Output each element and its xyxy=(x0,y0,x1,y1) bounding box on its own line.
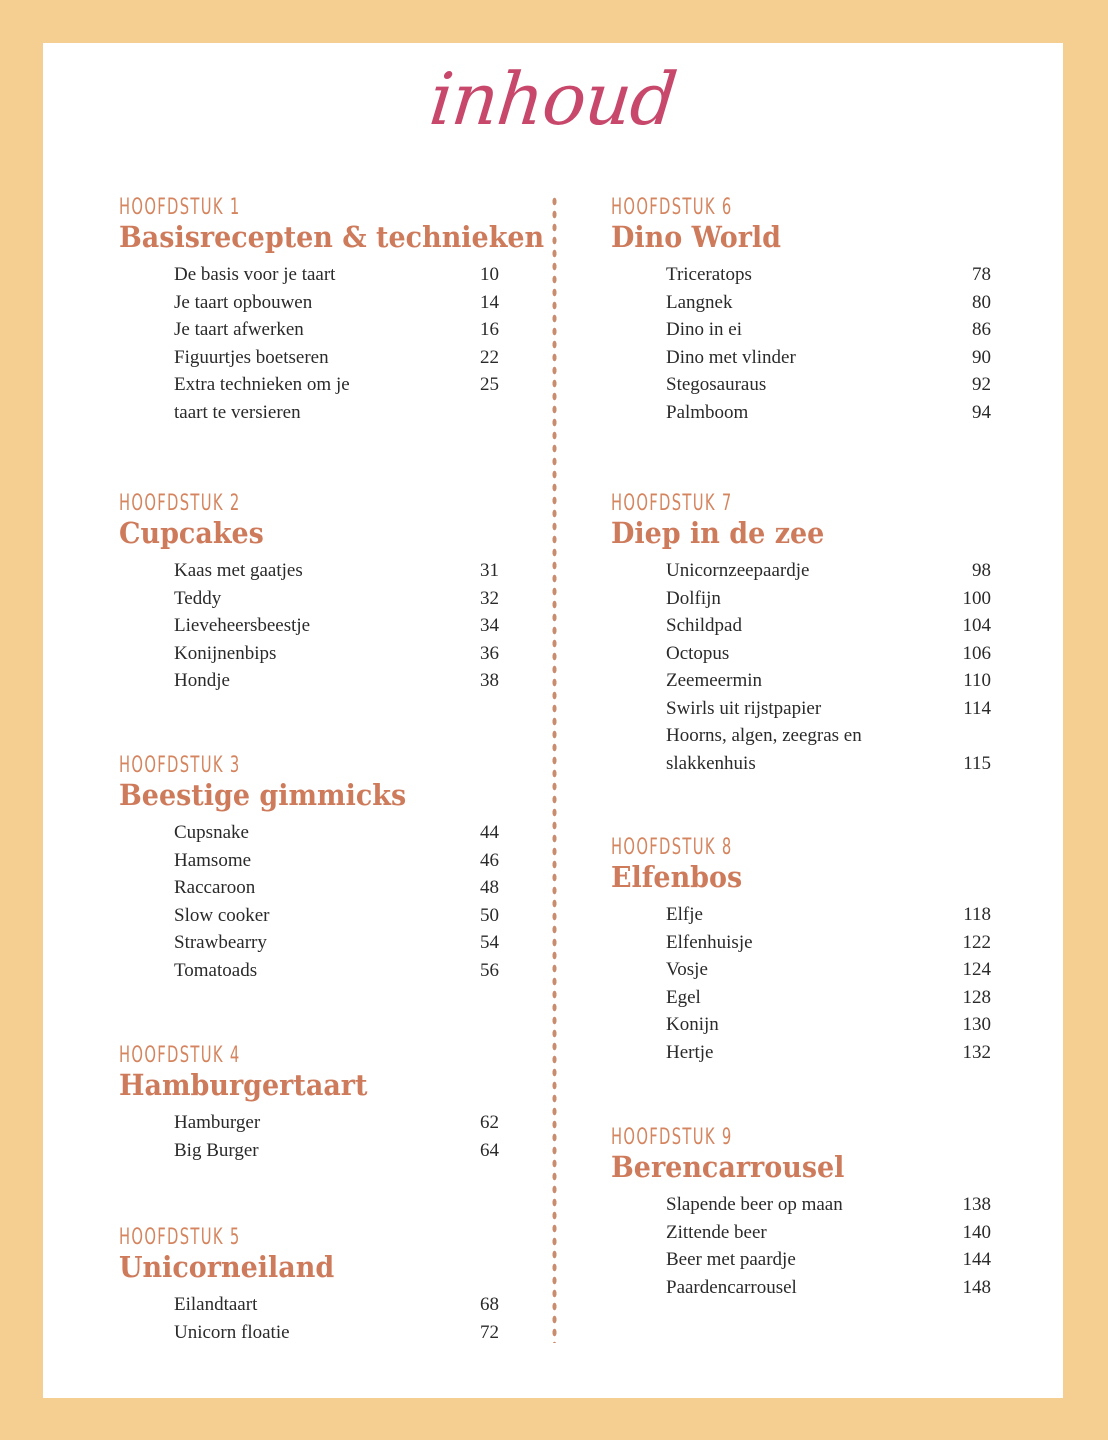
toc-entry[interactable] xyxy=(174,289,499,317)
toc-entry-name: Swirls uit rijstpapier xyxy=(666,697,822,719)
chapter-entry-list xyxy=(119,261,499,426)
toc-entry-page: 124 xyxy=(962,959,991,981)
chapter-entry-list xyxy=(611,557,991,777)
toc-entry-page: 62 xyxy=(480,1112,499,1134)
toc-entry-page: 86 xyxy=(972,319,991,341)
toc-entry[interactable] xyxy=(174,1137,499,1165)
toc-entry[interactable] xyxy=(666,956,991,984)
toc-entry-page: 114 xyxy=(963,697,991,719)
toc-entry-page: 16 xyxy=(480,319,499,341)
toc-entry[interactable] xyxy=(666,261,991,289)
toc-entry-page: 32 xyxy=(480,587,499,609)
chapter-entry-list xyxy=(119,819,499,984)
toc-entry[interactable] xyxy=(666,1246,991,1274)
toc-entry[interactable] xyxy=(666,1274,991,1302)
toc-entry-name: Dolfijn xyxy=(666,587,721,609)
toc-entry[interactable] xyxy=(174,819,499,847)
toc-entry[interactable] xyxy=(666,344,991,372)
toc-entry-name: Lieveheersbeestje xyxy=(174,615,311,637)
toc-entry[interactable] xyxy=(174,316,499,344)
toc-entry[interactable] xyxy=(666,667,991,695)
toc-entry-page: 148 xyxy=(962,1276,991,1298)
toc-entry-name: Teddy xyxy=(174,587,222,609)
toc-entry-name: taart te versieren xyxy=(174,401,301,423)
toc-entry-name: Langnek xyxy=(666,291,733,313)
toc-entry-name: Eilandtaart xyxy=(174,1294,258,1316)
toc-entry-page: 72 xyxy=(480,1321,499,1343)
toc-entry[interactable] xyxy=(174,1291,499,1319)
chapter-label: HOOFDSTUK 5 xyxy=(119,1222,241,1250)
chapter-block xyxy=(119,750,499,984)
toc-entry[interactable] xyxy=(174,847,499,875)
toc-entry[interactable] xyxy=(174,667,499,695)
toc-entry-name: Kaas met gaatjes xyxy=(174,560,303,582)
toc-entry-page: 56 xyxy=(480,959,499,981)
toc-entry-name: Hoorns, algen, zeegras en xyxy=(666,725,862,747)
toc-entry[interactable] xyxy=(174,585,499,613)
toc-entry-page: 110 xyxy=(963,670,991,692)
toc-entry-name: Octopus xyxy=(666,642,730,664)
toc-entry-page: 138 xyxy=(962,1194,991,1216)
toc-entry-page: 130 xyxy=(962,1014,991,1036)
toc-entry[interactable] xyxy=(174,929,499,957)
toc-entry-page: 34 xyxy=(480,615,499,637)
chapter-label: HOOFDSTUK 4 xyxy=(119,1040,241,1068)
chapter-title: Basisrecepten & technieken xyxy=(119,220,545,254)
toc-entry-name: Je taart opbouwen xyxy=(174,291,313,313)
toc-entry[interactable] xyxy=(666,585,991,613)
chapter-block xyxy=(119,488,499,695)
toc-entry-name: Beer met paardje xyxy=(666,1249,796,1271)
toc-entry[interactable] xyxy=(666,640,991,668)
chapter-label: HOOFDSTUK 1 xyxy=(119,192,241,220)
toc-entry-name: Palmboom xyxy=(666,401,749,423)
chapter-entry-list xyxy=(119,1291,499,1346)
toc-entry-page: 38 xyxy=(480,670,499,692)
chapter-block xyxy=(611,192,991,426)
toc-entry[interactable] xyxy=(174,640,499,668)
toc-entry[interactable] xyxy=(666,929,991,957)
toc-entry-name: Tomatoads xyxy=(174,959,258,981)
chapter-title: Berencarrousel xyxy=(611,1150,845,1184)
toc-entry[interactable] xyxy=(666,399,991,427)
toc-entry[interactable] xyxy=(666,289,991,317)
toc-entry[interactable] xyxy=(666,722,991,750)
chapter-entry-list xyxy=(611,1191,991,1301)
toc-entry-name: Dino in ei xyxy=(666,319,742,341)
toc-entry-page: 68 xyxy=(480,1294,499,1316)
toc-entry-page: 64 xyxy=(480,1139,499,1161)
chapter-entry-list xyxy=(611,261,991,426)
toc-entry-page: 92 xyxy=(972,374,991,396)
toc-entry-name: Slow cooker xyxy=(174,904,270,926)
toc-entry-name: Stegosauraus xyxy=(666,374,767,396)
toc-entry[interactable] xyxy=(666,612,991,640)
toc-entry[interactable] xyxy=(174,1109,499,1137)
chapter-title: Diep in de zee xyxy=(611,516,825,550)
toc-entry[interactable] xyxy=(666,1219,991,1247)
toc-entry-page: 10 xyxy=(480,264,499,286)
toc-entry[interactable] xyxy=(666,316,991,344)
toc-entry[interactable] xyxy=(666,695,991,723)
toc-entry-page: 140 xyxy=(962,1221,991,1243)
toc-entry[interactable] xyxy=(174,344,499,372)
chapter-title: Beestige gimmicks xyxy=(119,778,407,812)
toc-entry-page: 90 xyxy=(972,346,991,368)
toc-entry[interactable] xyxy=(174,1319,499,1347)
toc-entry-page: 104 xyxy=(962,615,991,637)
toc-entry[interactable] xyxy=(666,901,991,929)
toc-entry-name: Strawbearry xyxy=(174,932,267,954)
toc-entry-name: Dino met vlinder xyxy=(666,346,796,368)
toc-entry-name: Extra technieken om je xyxy=(174,374,350,396)
toc-entry-continuation[interactable] xyxy=(174,399,499,427)
toc-entry[interactable] xyxy=(174,557,499,585)
toc-entry-name: Elfenhuisje xyxy=(666,931,753,953)
page-sheet xyxy=(43,43,1063,1398)
toc-entry-page: 31 xyxy=(480,560,499,582)
chapter-title: Hamburgertaart xyxy=(119,1068,368,1102)
toc-entry[interactable] xyxy=(666,1039,991,1067)
chapter-label: HOOFDSTUK 8 xyxy=(611,832,733,860)
toc-entry-name: Paardencarrousel xyxy=(666,1276,797,1298)
chapter-label: HOOFDSTUK 9 xyxy=(611,1122,733,1150)
toc-entry-name: Konijn xyxy=(666,1014,719,1036)
toc-entry-name: Zittende beer xyxy=(666,1221,767,1243)
toc-entry-name: Unicornzeepaardje xyxy=(666,560,810,582)
chapter-title: Dino World xyxy=(611,220,782,254)
toc-entry-page: 98 xyxy=(972,560,991,582)
toc-entry-page: 94 xyxy=(972,401,991,423)
toc-entry[interactable] xyxy=(666,371,991,399)
chapter-block xyxy=(611,1122,991,1301)
toc-entry[interactable] xyxy=(174,612,499,640)
toc-entry-name: Je taart afwerken xyxy=(174,319,304,341)
chapter-label: HOOFDSTUK 2 xyxy=(119,488,241,516)
toc-entry-name: Big Burger xyxy=(174,1139,259,1161)
toc-entry-page: 100 xyxy=(962,587,991,609)
toc-entry-page: 54 xyxy=(480,932,499,954)
toc-entry-page: 25 xyxy=(480,374,499,396)
chapter-label: HOOFDSTUK 6 xyxy=(611,192,733,220)
toc-entry-page: 115 xyxy=(963,752,991,774)
toc-entry-name: Zeemeermin xyxy=(666,670,763,692)
chapter-label: HOOFDSTUK 7 xyxy=(611,488,733,516)
toc-entry-page: 106 xyxy=(962,642,991,664)
toc-entry-continuation[interactable] xyxy=(666,750,991,778)
toc-entry[interactable] xyxy=(174,261,499,289)
chapter-block xyxy=(611,488,991,777)
chapter-block xyxy=(119,1222,499,1346)
toc-entry-page: 22 xyxy=(480,346,499,368)
toc-entry-name: Cupsnake xyxy=(174,822,249,844)
toc-entry-name: Egel xyxy=(666,986,701,1008)
toc-entry[interactable] xyxy=(174,874,499,902)
toc-entry-name: Hamburger xyxy=(174,1112,261,1134)
chapter-label: HOOFDSTUK 3 xyxy=(119,750,241,778)
toc-entry[interactable] xyxy=(174,371,499,399)
toc-entry-page: 48 xyxy=(480,877,499,899)
toc-entry-page: 118 xyxy=(963,904,991,926)
toc-entry-page: 78 xyxy=(972,264,991,286)
toc-entry-page: 128 xyxy=(962,986,991,1008)
toc-entry[interactable] xyxy=(666,1011,991,1039)
toc-entry[interactable] xyxy=(174,902,499,930)
toc-entry-name: Schildpad xyxy=(666,615,742,637)
toc-entry-name: Hertje xyxy=(666,1041,714,1063)
toc-entry[interactable] xyxy=(666,984,991,1012)
chapter-title: Unicorneiland xyxy=(119,1250,335,1284)
toc-entry-page: 50 xyxy=(480,904,499,926)
toc-entry-page: 14 xyxy=(480,291,499,313)
chapter-entry-list xyxy=(611,901,991,1066)
chapter-title: Elfenbos xyxy=(611,860,743,894)
toc-entry-name: Slapende beer op maan xyxy=(666,1194,843,1216)
toc-entry-page: 46 xyxy=(480,849,499,871)
toc-entry-name: Triceratops xyxy=(666,264,752,286)
toc-entry-name: Vosje xyxy=(666,959,708,981)
chapter-entry-list xyxy=(119,557,499,695)
page-title: inhoud xyxy=(425,57,681,141)
chapter-entry-list xyxy=(119,1109,499,1164)
toc-entry-page: 132 xyxy=(962,1041,991,1063)
toc-entry-name: slakkenhuis xyxy=(666,752,756,774)
toc-entry-page: 44 xyxy=(480,822,499,844)
chapter-block xyxy=(611,832,991,1066)
chapter-block xyxy=(119,192,545,426)
toc-entry-name: Hamsome xyxy=(174,849,252,871)
toc-entry-name: Hondje xyxy=(174,670,230,692)
toc-entry-page: 144 xyxy=(962,1249,991,1271)
toc-entry-name: Raccaroon xyxy=(174,877,256,899)
toc-entry[interactable] xyxy=(666,557,991,585)
toc-entry-page: 80 xyxy=(972,291,991,313)
toc-entry[interactable] xyxy=(174,957,499,985)
chapter-block xyxy=(119,1040,499,1164)
toc-entry[interactable] xyxy=(666,1191,991,1219)
toc-entry-name: Unicorn floatie xyxy=(174,1321,290,1343)
chapter-title: Cupcakes xyxy=(119,516,264,550)
toc-entry-name: Elfje xyxy=(666,904,703,926)
toc-entry-name: Figuurtjes boetseren xyxy=(174,346,329,368)
toc-entry-name: De basis voor je taart xyxy=(174,264,336,286)
toc-entry-name: Konijnenbips xyxy=(174,642,277,664)
toc-entry-page: 36 xyxy=(480,642,499,664)
column-divider xyxy=(551,195,558,1343)
toc-entry-page: 122 xyxy=(962,931,991,953)
